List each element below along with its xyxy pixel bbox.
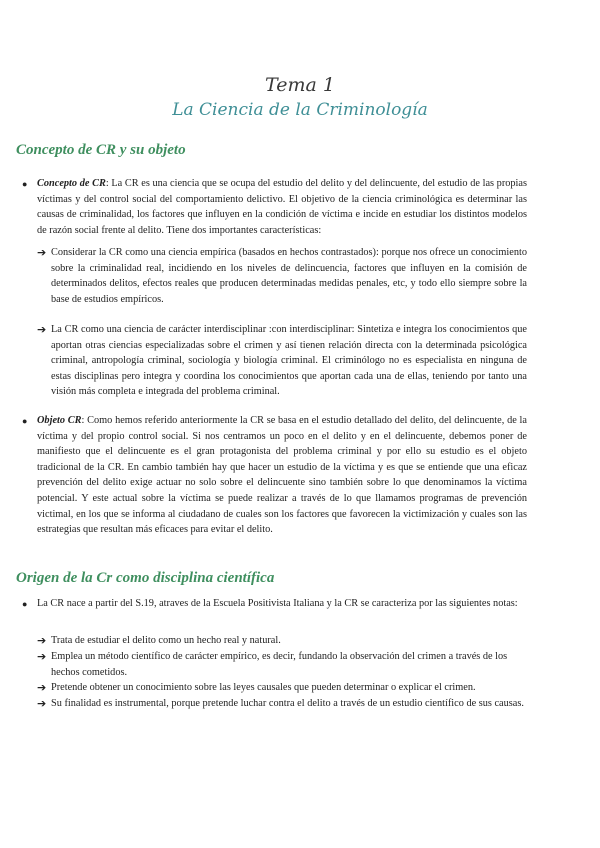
concepto-sub-empirica: Considerar la CR como una ciencia empírica (basados en hechos contrastados): porque nos ofrece un conocimiento sobre la criminalidad real, incidiendo en los niveles de delincuencia, factores que influyen en la comisión de determinados delitos, efectos reales que producen determinadas medidas penales, etc, y todo ello siempre sobre la base de estudios empíricos. (51, 247, 527, 305)
bullet-icon: ● (22, 599, 28, 609)
origen-intro: La CR nace a partir del S.19, atraves de la Escuela Positivista Italiana y la CR se caracteriza por las siguientes notas: (37, 598, 518, 609)
origen-item: Trata de estudiar el delito como un hecho real y natural. (51, 635, 281, 646)
arrow-icon: ➔ (37, 650, 47, 663)
bullet-icon: ● (22, 179, 28, 189)
arrow-icon: ➔ (37, 634, 47, 647)
arrow-icon: ➔ (37, 246, 47, 259)
concepto-lead: Concepto de CR (37, 178, 106, 189)
page-subtitle: La Ciencia de la Criminología (172, 100, 428, 120)
origen-item: Pretende obtener un conocimiento sobre las leyes causales que pueden determinar o explicar el crimen. (51, 682, 476, 693)
objeto-paragraph (37, 413, 527, 538)
section-heading-origen: Origen de la Cr como disciplina científica (16, 570, 275, 586)
concepto-paragraph (37, 176, 527, 238)
arrow-icon: ➔ (37, 681, 47, 694)
bullet-icon: ● (22, 416, 28, 426)
arrow-icon: ➔ (37, 697, 47, 710)
objeto-text: : Como hemos referido anteriormente la CR se basa en el estudio detallado del delito, del delincuente, de la víctima y del propio control social. Si nos centramos un poco en el delito y en el delincuente, debemos poner de manifiesto que el delincuente es el gran protagonista del problema criminal y por ello su estudio es el objeto tradicional de la CR. En cambio también hay que hacer un estudio de la víctima y es que se entiende que una eficaz prevención del delito exige actuar no solo sobre el delincuente sino también sobre lo que denominamos la víctima potencial. Y este actual sobre la víctima se puede realizar a través de lo que llamamos programas de prevención victimal, en los que se informa al ciudadano de cuales son los factores que favorecen la victimización y cuales son las estrategias que resultan más eficaces para evitar el delito. (37, 415, 527, 536)
origen-item: Su finalidad es instrumental, porque pretende luchar contra el delito a través de un estudio científico de sus causas. (51, 698, 524, 709)
section-heading-concepto: Concepto de CR y su objeto (16, 142, 186, 158)
objeto-lead: Objeto CR (37, 415, 82, 426)
concepto-text: : La CR es una ciencia que se ocupa del estudio del delito y del delincuente, del estudio de las propias víctimas y del control social del comportamiento delictivo. El objetivo de la ciencia criminológica es determinar las causas de criminalidad, los factores que influyen en la condición de víctima e incide en estudiar los distintos modelos de razón social frente al delito. Tiene dos importantes características: (37, 178, 527, 236)
page-title: Tema 1 (265, 74, 335, 96)
concepto-sub-interdisciplinar: La CR como una ciencia de carácter interdisciplinar :con interdisciplinar: Sintetiza e integra los conocimientos que aportan otras ciencias especializadas sobre el crimen y así tienen relación directa con la determinada psicológica criminal, antropología criminal, sociología y biología criminal. El criminólogo no es especialista en ninguna de estas disciplinas pero integra y coordina los conocimientos que aportan cada una de ellas, teniendo por tanto una visión más completa e integrada del problema criminal. (51, 324, 527, 398)
arrow-icon: ➔ (37, 323, 47, 336)
origen-item: Emplea un método científico de carácter empírico, es decir, fundando la observación del crimen a través de los hechos cometidos. (51, 651, 508, 678)
